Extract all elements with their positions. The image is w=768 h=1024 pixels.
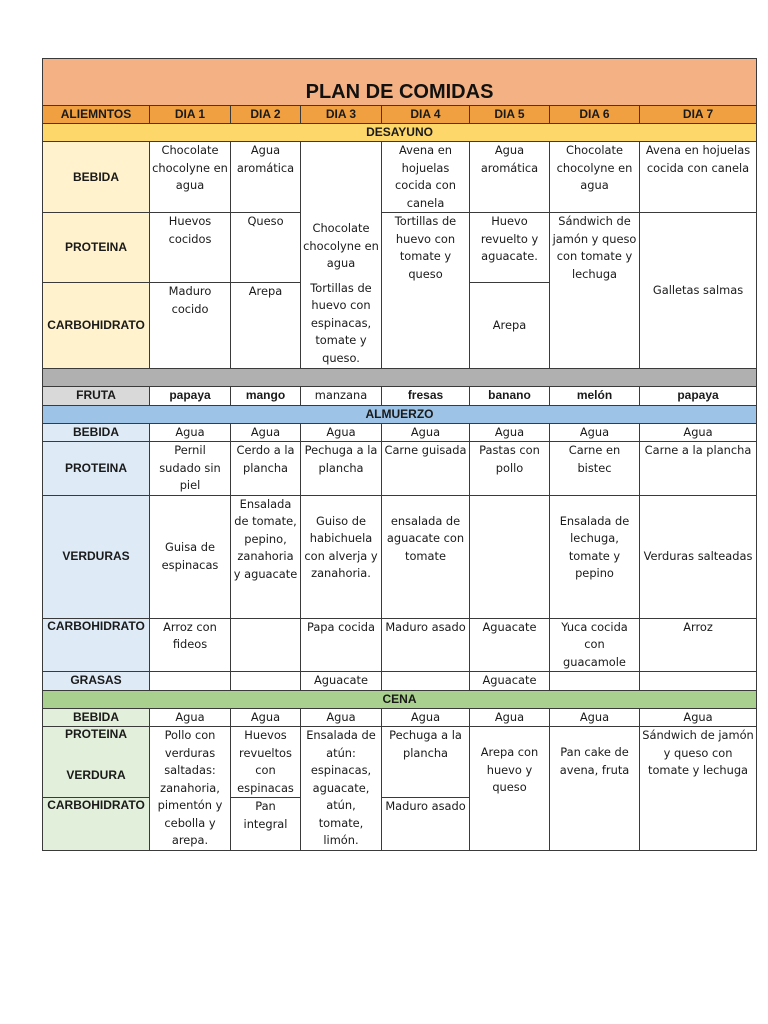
header-dia-5: DIA 5 [470,106,550,124]
cena-bebida-dia-1: Agua [150,708,231,727]
almuerzo-verduras-dia-3: Guiso de habichuela con alverja y zanahoria. [301,495,382,618]
almuerzo-verduras-dia-1: Guisa de espinacas [150,495,231,618]
meal-plan-table [42,58,757,851]
header-dia-3: DIA 3 [301,106,382,124]
almuerzo-carbohidrato-dia-3: Papa cocida [301,618,382,672]
almuerzo-bebida-dia-2: Agua [231,423,301,442]
desayuno-proteina-dia-2: Queso [231,213,301,283]
label-bebida-desayuno: BEBIDA [43,142,150,213]
label-carbohidrato-cena: CARBOHIDRATO [43,798,150,850]
almuerzo-verduras-dia-6: Ensalada de lechuga, tomate y pepino [550,495,640,618]
fruta-dia-7: papaya [640,387,757,406]
cena-bebida-dia-4: Agua [382,708,470,727]
cena-dia-7: Sándwich de jamón y queso con tomate y lechuga [640,727,757,851]
cena-proteina-dia-4: Pechuga a la plancha [382,727,470,798]
cena-dia-1: Pollo con verduras saltadas: zanahoria, pimentón y cebolla y arepa. [150,727,231,851]
cena-dia-5: Arepa con huevo y queso [470,727,550,851]
cena-labels-stack [45,727,147,783]
almuerzo-grasas-dia-4 [382,672,470,691]
desayuno-carbohidrato-dia-1: Maduro cocido [150,283,231,369]
desayuno-dia-3-stack [303,143,379,367]
label-fruta: FRUTA [43,387,150,406]
desayuno-bebida-dia-6: Chocolate chocolyne en agua [550,142,640,213]
cena-carbohidrato-dia-2: Pan integral [231,798,301,850]
header-aliemntos: ALIEMNTOS [43,106,150,124]
desayuno-proteina-dia-6: Sándwich de jamón y queso con tomate y lechuga [550,213,640,369]
almuerzo-carbohidrato-dia-1: Arroz con fideos [150,618,231,672]
header-dia-7: DIA 7 [640,106,757,124]
header-dia-1: DIA 1 [150,106,231,124]
label-proteina-desayuno: PROTEINA [43,213,150,283]
separator-bar [43,369,757,387]
almuerzo-grasas-dia-6 [550,672,640,691]
almuerzo-bebida-dia-4: Agua [382,423,470,442]
desayuno-bebida-dia-5: Agua aromática [470,142,550,213]
label-proteina-cena: PROTEINA [64,727,127,741]
desayuno-carbohidrato-dia-5: Arepa [470,283,550,369]
label-proteina-verdura-cena [43,727,150,798]
almuerzo-carbohidrato-dia-2 [231,618,301,672]
label-grasas-almuerzo: GRASAS [43,672,150,691]
cena-dia-3: Ensalada de atún: espinacas, aguacate, atún, tomate, limón. [301,727,382,851]
desayuno-proteina-dia-5: Huevo revuelto y aguacate. [470,213,550,283]
label-proteina-almuerzo: PROTEINA [43,442,150,496]
desayuno-dia-3 [301,142,382,369]
desayuno-bebida-dia-4: Avena en hojuelas cocida con canela [382,142,470,213]
almuerzo-verduras-dia-2: Ensalada de tomate, pepino, zanahoria y aguacate [231,495,301,618]
almuerzo-grasas-dia-1 [150,672,231,691]
desayuno-bebida-dia-1: Chocolate chocolyne en agua [150,142,231,213]
desayuno-carbohidrato-dia-7: Galletas salmas [640,213,757,369]
almuerzo-proteina-dia-2: Cerdo a la plancha [231,442,301,496]
almuerzo-bebida-dia-7: Agua [640,423,757,442]
almuerzo-verduras-dia-7: Verduras salteadas [640,495,757,618]
almuerzo-grasas-dia-3: Aguacate [301,672,382,691]
header-dia-4: DIA 4 [382,106,470,124]
label-carbohidrato-almuerzo: CARBOHIDRATO [43,618,150,672]
section-desayuno: DESAYUNO [43,124,757,142]
cena-bebida-dia-7: Agua [640,708,757,727]
label-verduras-almuerzo: VERDURAS [43,495,150,618]
header-dia-2: DIA 2 [231,106,301,124]
section-cena: CENA [43,690,757,708]
almuerzo-verduras-dia-4: ensalada de aguacate con tomate [382,495,470,618]
almuerzo-carbohidrato-dia-4: Maduro asado [382,618,470,672]
label-verdura-cena: VERDURA [66,768,126,782]
almuerzo-carbohidrato-dia-6: Yuca cocida con guacamole [550,618,640,672]
fruta-dia-2: mango [231,387,301,406]
desayuno-bebida-dia-2: Agua aromática [231,142,301,213]
almuerzo-proteina-dia-6: Carne en bistec [550,442,640,496]
label-bebida-almuerzo: BEBIDA [43,423,150,442]
label-carbohidrato-desayuno: CARBOHIDRATO [43,283,150,369]
almuerzo-proteina-dia-3: Pechuga a la plancha [301,442,382,496]
cena-dia-6: Pan cake de avena, fruta [550,727,640,851]
almuerzo-proteina-dia-1: Pernil sudado sin piel [150,442,231,496]
almuerzo-grasas-dia-2 [231,672,301,691]
cena-carbohidrato-dia-4: Maduro asado [382,798,470,850]
desayuno-dia-3-spacer [303,143,379,213]
desayuno-carbohidrato-dia-3: Tortillas de huevo con espinacas, tomate y queso. [310,280,372,365]
almuerzo-grasas-dia-5: Aguacate [470,672,550,691]
fruta-dia-3: manzana [301,387,382,406]
desayuno-bebida-dia-3: Chocolate chocolyne en agua [303,221,379,270]
desayuno-carbohidrato-dia-2: Arepa [231,283,301,369]
almuerzo-bebida-dia-6: Agua [550,423,640,442]
almuerzo-proteina-dia-4: Carne guisada [382,442,470,496]
header-dia-6: DIA 6 [550,106,640,124]
almuerzo-carbohidrato-dia-7: Arroz [640,618,757,672]
almuerzo-grasas-dia-7 [640,672,757,691]
almuerzo-bebida-dia-1: Agua [150,423,231,442]
cena-proteina-dia-2: Huevos revueltos con espinacas [231,727,301,798]
plan-title: PLAN DE COMIDAS [43,59,757,106]
almuerzo-bebida-dia-3: Agua [301,423,382,442]
fruta-dia-4: fresas [382,387,470,406]
almuerzo-proteina-dia-5: Pastas con pollo [470,442,550,496]
almuerzo-proteina-dia-7: Carne a la plancha [640,442,757,496]
cena-bebida-dia-2: Agua [231,708,301,727]
desayuno-proteina-dia-4: Tortillas de huevo con tomate y queso [382,213,470,369]
desayuno-proteina-dia-1: Huevos cocidos [150,213,231,283]
almuerzo-verduras-dia-5 [470,495,550,618]
cena-bebida-dia-5: Agua [470,708,550,727]
label-bebida-cena: BEBIDA [43,708,150,727]
fruta-dia-5: banano [470,387,550,406]
almuerzo-carbohidrato-dia-5: Aguacate [470,618,550,672]
fruta-dia-6: melón [550,387,640,406]
cena-bebida-dia-3: Agua [301,708,382,727]
desayuno-bebida-dia-7: Avena en hojuelas cocida con canela [640,142,757,213]
cena-bebida-dia-6: Agua [550,708,640,727]
fruta-dia-1: papaya [150,387,231,406]
almuerzo-bebida-dia-5: Agua [470,423,550,442]
section-almuerzo: ALMUERZO [43,405,757,423]
